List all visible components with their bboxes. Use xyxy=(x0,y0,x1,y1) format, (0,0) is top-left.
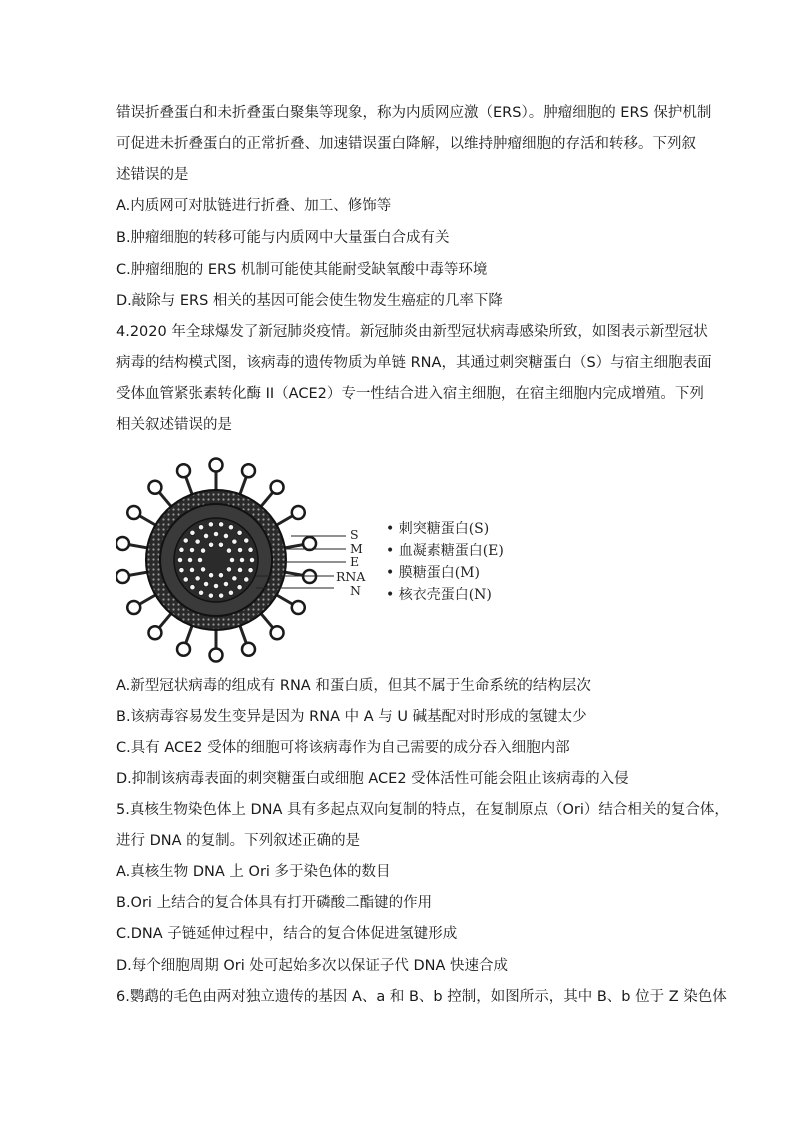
rna-bead xyxy=(203,533,208,538)
rna-bead xyxy=(183,577,188,582)
capsid-core xyxy=(174,518,258,602)
spike-stalk xyxy=(275,594,294,605)
rna-bead xyxy=(183,538,188,543)
q3-stem-line-3: 述错误的是 xyxy=(116,167,189,183)
rna-bead xyxy=(228,525,233,530)
q5-option-c: C.DNA 子链延伸过程中，结合的复合体促进氢键形成 xyxy=(116,926,458,942)
q6-stem-line-1: 6.鹦鹉的毛色由两对独立遗传的基因 A、a 和 B、b 控制，如图所示，其中 B、b 位于 Z 染色体 xyxy=(116,989,727,1005)
q3-option-a: A.内质网可对肽链进行折叠、加工、修饰等 xyxy=(116,198,392,214)
rna-bead xyxy=(179,568,184,573)
rna-bead xyxy=(244,538,249,543)
spike-stalk xyxy=(185,475,193,496)
q5-stem-line-2: 进行 DNA 的复制。下列叙述正确的是 xyxy=(116,833,361,849)
q3-stem-line-1: 错误折叠蛋白和未折叠蛋白聚集等现象，称为内质网应激（ERS）。肿瘤细胞的 ERS 保护机制 xyxy=(116,105,712,121)
rna-bead xyxy=(195,539,200,544)
rna-bead xyxy=(237,547,242,552)
spike-stalk xyxy=(283,572,305,576)
spike-head xyxy=(148,481,161,494)
spike-head xyxy=(148,626,161,639)
spike-head xyxy=(127,506,140,519)
rna-bead xyxy=(248,547,253,552)
spike-head xyxy=(271,481,284,494)
rna-bead xyxy=(232,539,237,544)
q4-option-b: B.该病毒容易发生变异是因为 RNA 中 A 与 U 碱基配对时形成的氢键太少 xyxy=(116,709,587,725)
rna-bead xyxy=(219,593,224,598)
spike-head xyxy=(210,649,223,662)
rna-bead xyxy=(218,573,223,578)
q4-stem-line-3: 受体血管紧张素转化酶 II（ACE2）专一性结合进入宿主细胞，在宿主细胞内完成增殖。下列 xyxy=(116,386,704,402)
spike-head xyxy=(292,601,305,614)
rna-bead xyxy=(197,557,202,562)
spike-stalk xyxy=(158,491,172,508)
q3-stem-line-2: 可促进未折叠蛋白的正常折叠、加速错误蛋白降解，以维持肿瘤细胞的存活和转移。下列叙 xyxy=(116,136,696,152)
rna-bead xyxy=(218,542,223,547)
rna-bead xyxy=(229,557,234,562)
spike-head xyxy=(177,464,190,477)
rna-bead xyxy=(203,581,208,586)
rna-bead xyxy=(226,567,231,572)
spike-head xyxy=(292,506,305,519)
legend-spike-glycoprotein: • 刺突糖蛋白(S) xyxy=(386,521,490,537)
rna-bead xyxy=(244,577,249,582)
label-rna: RNA xyxy=(336,569,366,584)
rna-bead xyxy=(198,525,203,530)
label-e: E xyxy=(350,554,360,569)
q4-option-c: C.具有 ACE2 受体的细胞可将该病毒作为自己需要的成分吞入细胞内部 xyxy=(116,740,570,756)
virus-structure-figure xyxy=(116,452,676,664)
rna-bead xyxy=(190,585,195,590)
rna-bead xyxy=(223,533,228,538)
rna-bead xyxy=(239,557,244,562)
spike-head xyxy=(242,643,255,656)
rna-bead xyxy=(248,568,253,573)
spike-stalk xyxy=(158,612,172,629)
rna-bead xyxy=(237,567,242,572)
rna-bead xyxy=(249,557,254,562)
rna-bead xyxy=(208,522,213,527)
spike-head xyxy=(210,459,223,472)
rna-bead xyxy=(228,590,233,595)
rna-bead xyxy=(189,547,194,552)
rna-bead xyxy=(198,590,203,595)
q5-option-b: B.Ori 上结合的复合体具有打开磷酸二酯键的作用 xyxy=(116,895,433,911)
label-s: S xyxy=(350,527,359,542)
spike-stalk xyxy=(260,491,274,508)
spike-stalk xyxy=(127,544,149,548)
rna-bead xyxy=(223,581,228,586)
q3-option-c: C.肿瘤细胞的 ERS 机制可能使其能耐受缺氧酸中毒等环境 xyxy=(116,262,488,278)
spike-head xyxy=(116,570,129,583)
q4-option-a: A.新型冠状病毒的组成有 RNA 和蛋白质，但其不属于生命系统的结构层次 xyxy=(116,678,591,694)
rna-bead xyxy=(200,548,205,553)
rna-bead xyxy=(213,531,218,536)
q4-stem-line-4: 相关叙述错误的是 xyxy=(116,417,232,433)
rna-bead xyxy=(189,567,194,572)
rna-bead xyxy=(232,576,237,581)
rna-bead xyxy=(208,542,213,547)
q5-option-a: A.真核生物 DNA 上 Ori 多于染色体的数目 xyxy=(116,864,391,880)
q4-stem-line-1: 4.2020 年全球爆发了新冠肺炎疫情。新冠肺炎由新型冠状病毒感染所致，如图表示新型冠状 xyxy=(116,324,708,340)
label-m: M xyxy=(350,541,363,556)
rna-bead xyxy=(237,585,242,590)
spike-stalk xyxy=(239,624,247,645)
rna-bead xyxy=(179,547,184,552)
rna-bead xyxy=(200,567,205,572)
q4-stem-line-2: 病毒的结构模式图，该病毒的遗传物质为单链 RNA，其通过刺突糖蛋白（S）与宿主细胞表面 xyxy=(116,355,712,371)
q5-option-d: D.每个细胞周期 Ori 处可起始多次以保证子代 DNA 快速合成 xyxy=(116,958,509,974)
spike-head xyxy=(116,537,129,550)
q4-option-d: D.抑制该病毒表面的刺突糖蛋白或细胞 ACE2 受体活性可能会阻止该病毒的入侵 xyxy=(116,771,629,787)
spike-head xyxy=(303,537,316,550)
rna-bead xyxy=(195,576,200,581)
rna-bead xyxy=(177,557,182,562)
q3-option-b: B.肿瘤细胞的转移可能与内质网中大量蛋白合成有关 xyxy=(116,230,450,246)
rna-bead xyxy=(213,583,218,588)
rna-bead xyxy=(219,522,224,527)
spike-stalk xyxy=(138,594,157,605)
rna-bead xyxy=(226,548,231,553)
spike-head xyxy=(177,643,190,656)
rna-bead xyxy=(187,557,192,562)
spike-stalk xyxy=(260,612,274,629)
label-n: N xyxy=(350,583,361,598)
spike-stalk xyxy=(239,475,247,496)
rna-bead xyxy=(208,593,213,598)
legend-membrane-glycoprotein: • 膜糖蛋白(M) xyxy=(386,565,480,581)
q3-option-d: D.敲除与 ERS 相关的基因可能会使生物发生癌症的几率下降 xyxy=(116,293,503,309)
spike-head xyxy=(271,626,284,639)
spike-stalk xyxy=(127,572,149,576)
spike-stalk xyxy=(185,624,193,645)
spike-stalk xyxy=(283,544,305,548)
rna-bead xyxy=(237,530,242,535)
q5-stem-line-1: 5.真核生物染色体上 DNA 具有多起点双向复制的特点，在复制原点（Ori）结合相关的复合体， xyxy=(116,802,729,818)
rna-bead xyxy=(190,530,195,535)
legend-nucleocapsid-protein: • 核衣壳蛋白(N) xyxy=(386,587,492,603)
legend-hemagglutinin-glycoprotein: • 血凝素糖蛋白(E) xyxy=(386,543,504,559)
spike-head xyxy=(242,464,255,477)
spike-stalk xyxy=(138,515,157,526)
spike-stalk xyxy=(275,515,294,526)
spike-head xyxy=(127,601,140,614)
rna-bead xyxy=(208,573,213,578)
